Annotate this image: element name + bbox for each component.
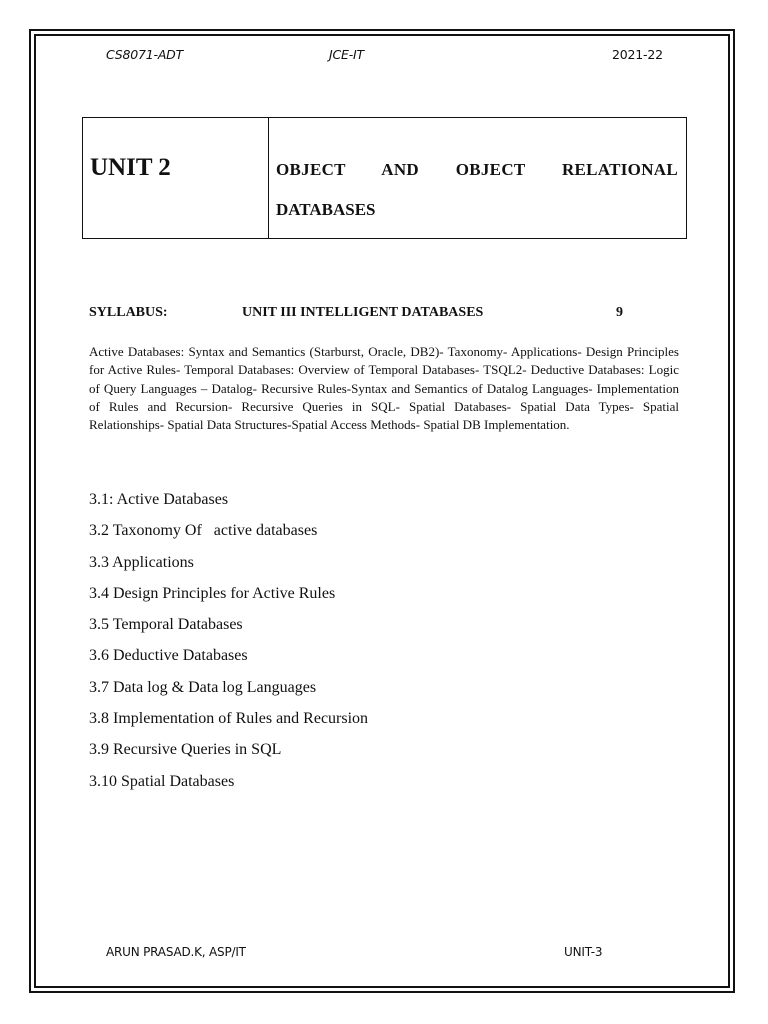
footer-unit: UNIT-3 <box>564 945 603 959</box>
table-of-contents <box>89 489 368 802</box>
toc-item: 3.8 Implementation of Rules and Recursion <box>89 710 369 728</box>
toc-item: 3.5 Temporal Databases <box>89 616 243 634</box>
toc-item: 3.4 Design Principles for Active Rules <box>89 584 336 602</box>
unit-number-cell <box>83 118 269 238</box>
footer-author: ARUN PRASAD.K, ASP/IT <box>106 945 246 959</box>
syllabus-heading: UNIT III INTELLIGENT DATABASES <box>242 305 484 320</box>
toc-item: 3.2 Taxonomy Of active databases <box>89 522 318 540</box>
unit-title-line-2: DATABASES <box>276 200 376 219</box>
header-year: 2021-22 <box>612 47 663 62</box>
syllabus-description: Active Databases: Syntax and Semantics (Starburst, Oracle, DB2)- Taxonomy- Applications- Design Principles for Active Rules- Temporal Databases: Overview of Temporal Databases- TSQL2- Deductive Databases: Logic of Query Languages – Datalog- Recursive Rules-Syntax and Semantics of Datalog Languages- Implementation of Rules and Recursion- Recursive Queries in SQL- Spatial Databases- Spatial Data Types- Spatial Relationships- Spatial Data Structures-Spatial Access Methods- Spatial DB Implementation. <box>89 344 679 433</box>
unit-number: UNIT 2 <box>90 154 171 181</box>
syllabus-hours: 9 <box>616 305 623 320</box>
unit-title-box <box>82 117 687 239</box>
unit-title-cell <box>269 118 686 238</box>
syllabus-label: SYLLABUS: <box>89 305 168 320</box>
toc-item: 3.9 Recursive Queries in SQL <box>89 741 282 759</box>
toc-item: 3.3 Applications <box>89 553 194 571</box>
header-course-code: CS8071-ADT <box>106 47 184 62</box>
toc-item: 3.10 Spatial Databases <box>89 772 235 790</box>
header-department: JCE-IT <box>329 47 364 62</box>
toc-item: 3.1: Active Databases <box>89 491 229 508</box>
toc-item: 3.7 Data log & Data log Languages <box>89 678 317 696</box>
unit-title-line-1: OBJECT AND OBJECT RELATIONAL <box>276 160 678 179</box>
toc-item: 3.6 Deductive Databases <box>89 647 248 665</box>
